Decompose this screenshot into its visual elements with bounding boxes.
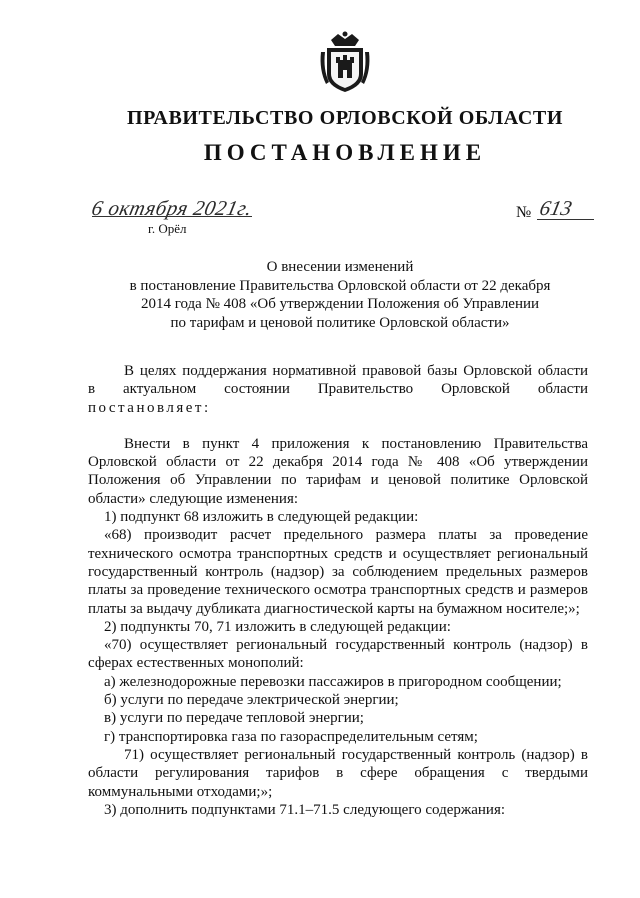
government-title: ПРАВИТЕЛЬСТВО ОРЛОВСКОЙ ОБЛАСТИ xyxy=(127,107,563,129)
list-item: 1) подпункт 68 изложить в следующей редакции: xyxy=(104,509,419,526)
date-underline xyxy=(92,216,252,217)
document-date-handwritten: 6 октября 2021г. xyxy=(89,196,255,220)
coat-of-arms-emblem-icon xyxy=(318,30,372,94)
document-number-label: № xyxy=(516,204,532,221)
list-item: 71) осуществляет региональный государственный контроль (надзор) в области регулирования тарифов в сфере обращения с твердыми коммунальными отходами;»; xyxy=(88,746,588,800)
list-item: 3) дополнить подпунктами 71.1–71.5 следующего содержания: xyxy=(104,801,506,818)
subject-line: по тарифам и ценовой политике Орловской области» xyxy=(170,314,510,331)
document-subject xyxy=(100,258,580,332)
list-item: б) услуги по передаче электрической энергии; xyxy=(104,692,399,709)
subject-line: в постановление Правительства Орловской области от 22 декабря xyxy=(129,277,551,294)
list-item: 2) подпункты 70, 71 изложить в следующей редакции: xyxy=(104,618,451,635)
list-item: «68) производит расчет предельного размера платы за проведение технического осмотра транспортных средств и осуществляет региональный государственный контроль (надзор) за соблюдением предельных размеров платы за проведение технического осмотра транспортных средств и размеров платы за выдачу дубликата диагностической карты на бумажном носителе;»; xyxy=(88,527,588,617)
document-type-heading: ПОСТАНОВЛЕНИЕ xyxy=(203,140,487,165)
city-label: г. Орёл xyxy=(148,221,187,236)
list-item: г) транспортировка газа по газораспределительным сетям; xyxy=(104,728,478,745)
subject-line: О внесении изменений xyxy=(266,259,414,275)
intro-paragraph: Внести в пункт 4 приложения к постановлению Правительства Орловской области от 22 декабря 2014 года № 408 «Об утверждении Положения об Управлении по тарифам и ценовой политике Орловской области» следующие изменения: xyxy=(88,435,588,507)
subject-line: 2014 года № 408 «Об утверждении Положения об Управлении xyxy=(140,296,540,312)
preamble-line: В целях поддержания нормативной правовой базы Орловской области xyxy=(124,363,588,379)
list-item: в) услуги по передаче тепловой энергии; xyxy=(104,710,364,727)
document-body xyxy=(88,362,588,819)
list-item: «70) осуществляет региональный государственный контроль (надзор) в сферах естественных монополий: xyxy=(88,637,588,672)
document-number-handwritten: 613 xyxy=(537,196,575,220)
number-underline xyxy=(537,219,594,220)
list-item: а) железнодорожные перевозки пассажиров в пригородном сообщении; xyxy=(104,673,562,690)
preamble-decision: постановляет: xyxy=(88,399,211,416)
preamble-line: в актуальном состоянии Правительство Орловской области xyxy=(88,381,588,398)
